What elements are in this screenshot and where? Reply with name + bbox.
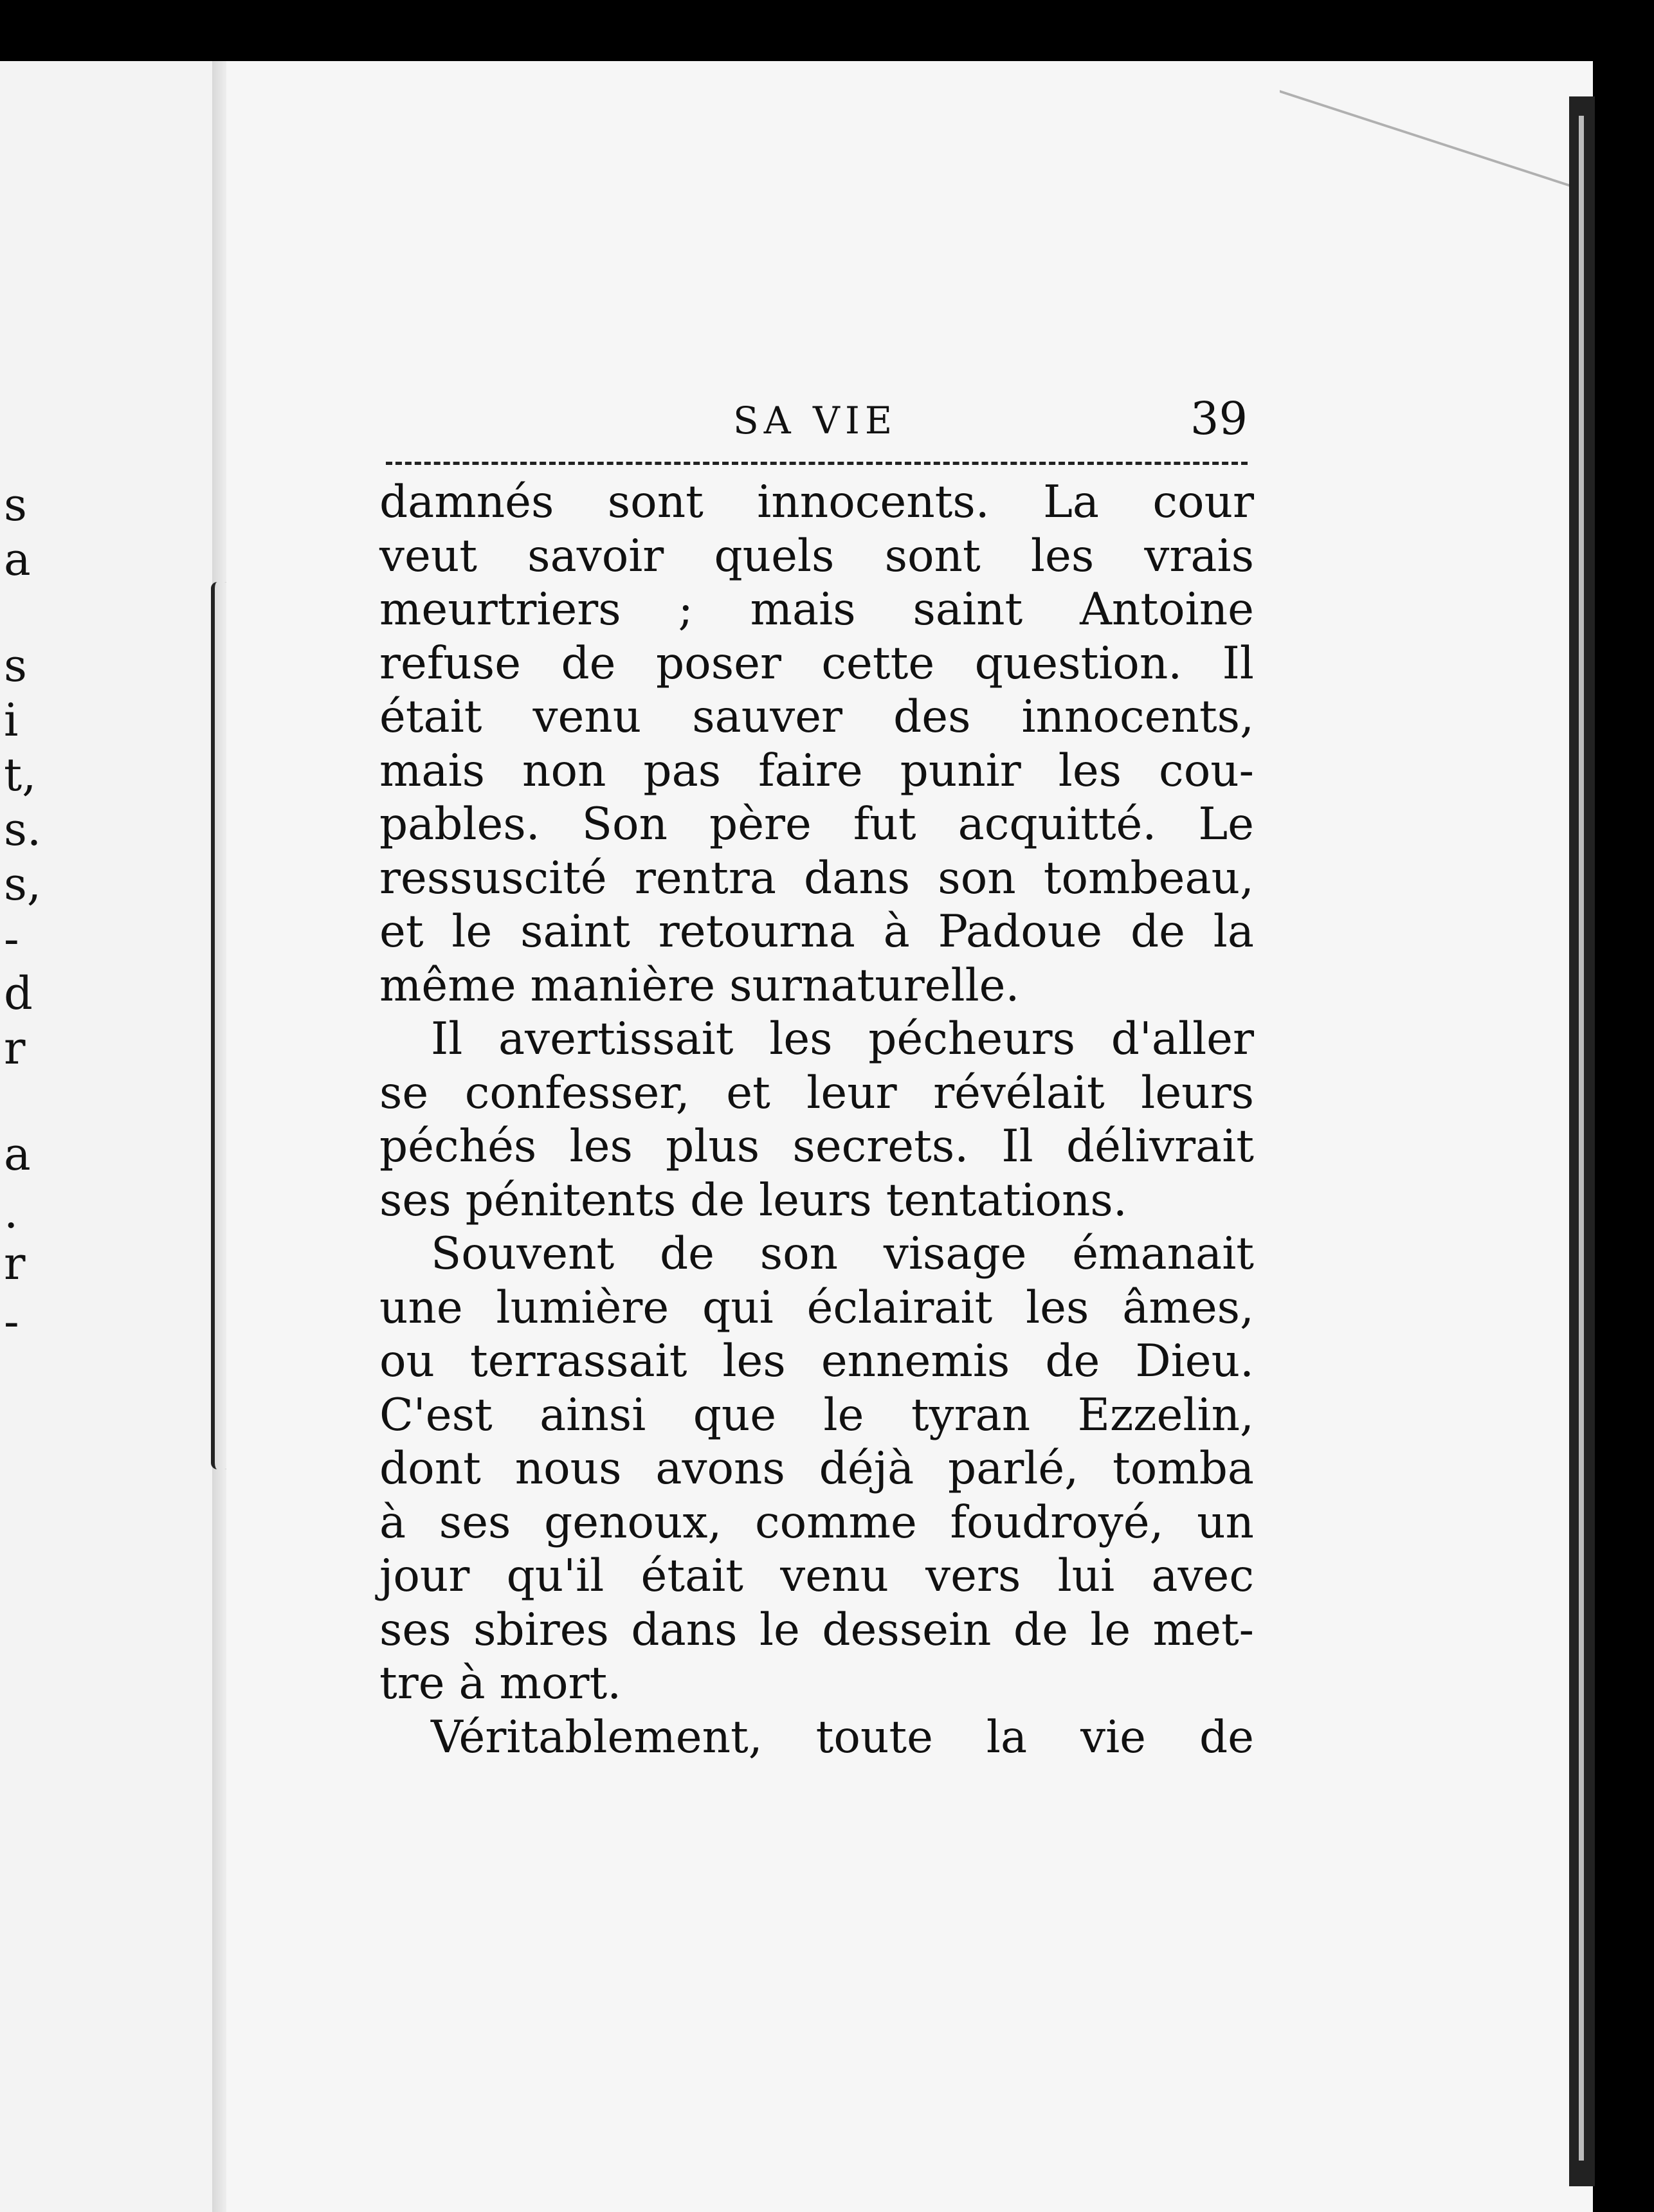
margin-fragment: r [4,1022,26,1074]
text-line: ses sbires dans le dessein de le met- [379,1604,1254,1656]
text-line: même manière surnaturelle. [379,959,1020,1011]
margin-fragment: - [4,1295,19,1348]
margin-fragment: s. [4,803,42,856]
margin-fragment: - [4,912,19,965]
text-line: se confesser, et leur révélait leurs [379,1067,1254,1119]
left-page-fragment [0,61,212,2212]
text-line: mais non pas faire punir les cou- [379,745,1254,797]
margin-fragment: t, [4,748,37,801]
text-line: ses pénitents de leurs tentations. [379,1174,1127,1226]
text-line: jour qu'il était venu vers lui avec [379,1550,1254,1602]
text-line: Véritablement, toute la vie de [431,1711,1254,1763]
margin-fragment: a [4,533,31,586]
running-title: SA VIE [733,399,898,442]
text-line: C'est ainsi que le tyran Ezzelin, [379,1389,1254,1441]
margin-fragment: a [4,1128,31,1181]
margin-fragment: d [4,967,33,1020]
margin-fragment: s, [4,858,42,911]
margin-fragment: s [4,478,27,531]
text-line: refuse de poser cette question. Il [379,637,1254,689]
text-line: Il avertissait les pécheurs d'aller [431,1013,1254,1065]
text-line: et le saint retourna à Padoue de la [379,906,1254,957]
margin-fragment: i [4,694,19,747]
text-line: veut savoir quels sont les vrais [379,530,1254,582]
text-line: meurtriers ; mais saint Antoine [379,584,1254,635]
margin-fragment: s [4,639,27,692]
text-line: à ses genoux, comme foudroyé, un [379,1496,1254,1548]
body-text [379,476,1254,1764]
text-line: était venu sauver des innocents, [379,691,1254,743]
margin-fragment: . [4,1186,19,1238]
text-line: une lumière qui éclairait les âmes, [379,1282,1254,1334]
text-line: tre à mort. [379,1658,622,1709]
page-number: 39 [1190,392,1248,445]
text-line: péchés les plus secrets. Il délivrait [379,1121,1254,1172]
text-line: damnés sont innocents. La cour [379,476,1254,528]
text-line: ressuscité rentra dans son tombeau, [379,852,1254,904]
margin-fragment: r [4,1237,26,1290]
text-line: dont nous avons déjà parlé, tomba [379,1443,1254,1494]
header-rule [386,462,1248,465]
text-line: pables. Son père fut acquitté. Le [379,799,1254,850]
running-head [386,392,1248,450]
text-line: Souvent de son visage émanait [431,1228,1254,1280]
text-line: ou terrassait les ennemis de Dieu. [379,1336,1254,1387]
page-edge-highlight [1579,116,1584,2161]
